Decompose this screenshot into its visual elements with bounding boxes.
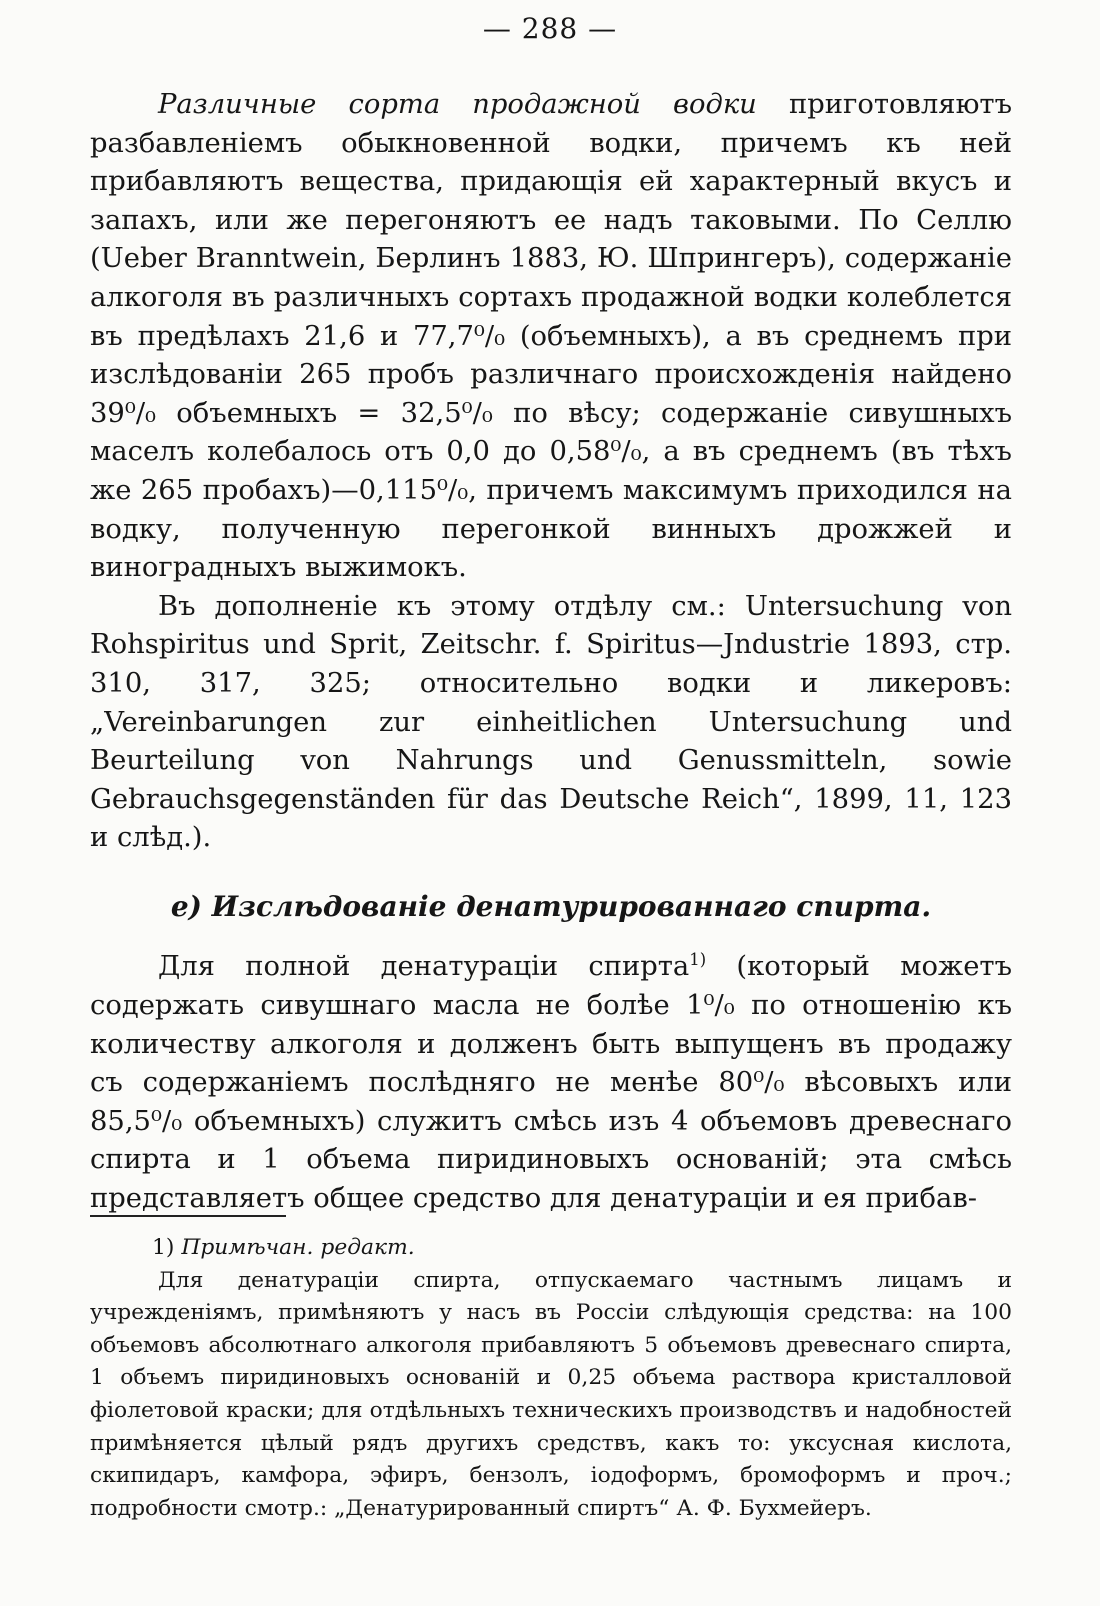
paragraph-text: приготовляютъ разбавленіемъ обыкновенной водки, причемъ къ ней прибавляютъ вещества, придающія ей характерный вкусъ и запахъ, или же перегоняютъ ее надъ таковыми. По Селлю (Ueber Branntwein, Берлинъ 1883, Ю. Шпрингеръ), содержаніе алкоголя въ различныхъ сортахъ продажной водки колеблется въ предѣлахъ 21,6 и 77,7⁰/₀ (объемныхъ), а въ среднемъ при изслѣдованіи 265 пробъ различнаго происхожденія найдено 39⁰/₀ объемныхъ = 32,5⁰/₀ по вѣсу; содержаніе сивушныхъ маселъ колебалось отъ 0,0 до 0,58⁰/₀, а въ среднемъ (въ тѣхъ же 265 пробахъ)—0,115⁰/₀, причемъ максимумъ приходился на водку, полученную перегонкой винныхъ дрожжей и виноградныхъ выжимокъ. xyxy=(90,89,1012,584)
section-heading: e) Изслѣдованіе денатурированнаго спирта. xyxy=(170,889,932,923)
page-number: — 288 — xyxy=(482,12,618,45)
paragraph-text-rest: (который можетъ содержать сивушнаго масла не болѣе 1⁰/₀ по отношенію къ количеству алкоголя и долженъ быть выпущенъ въ продажу съ содержаніемъ послѣдняго не менѣе 80⁰/₀ вѣсовыхъ или 85,5⁰/₀ объемныхъ) служитъ смѣсь изъ 4 объемовъ древеснаго спирта и 1 объема пиридиновыхъ основаній; эта смѣсь представляетъ общее средство для денатураціи и ея прибав- xyxy=(90,951,1013,1215)
footnote-mark: 1) xyxy=(152,1235,175,1260)
footnote-reference[interactable]: 1) xyxy=(689,950,707,970)
paragraph-denaturation xyxy=(90,948,1012,1218)
paragraph-references: Въ дополненіе къ этому отдѣлу см.: Untersuchung von Rohspiritus und Sprit, Zeitschr. f. Spiritus—Jndustrie 1893, стр. 310, 317, 325; относительно водки и ликеровъ: „Vereinbarungen zur einheitlichen Untersuchung und Beurteilung von Nahrungs und Genussmitteln, sowie Gebrauchsgegenständen für das Deutsche Reich“, 1899, 11, 123 и слѣд.). xyxy=(90,590,1012,854)
footnote-heading xyxy=(90,1232,1012,1265)
footnote-divider xyxy=(90,1215,286,1217)
paragraph-text-start: Для полной денатураціи спирта xyxy=(158,951,690,983)
paragraph-lead-italic: Различные сорта продажной водки xyxy=(158,89,757,120)
main-text xyxy=(90,86,1012,1219)
paragraph-vodka-sorts xyxy=(90,86,1012,588)
footnote-text: Для денатураціи спирта, отпускаемаго частнымъ лицамъ и учрежденіямъ, примѣняютъ у насъ въ Россіи слѣдующія средства: на 100 объемовъ абсолютнаго алкоголя прибавляютъ 5 объемовъ древеснаго спирта, 1 объемъ пиридиновыхъ основаній и 0,25 объема раствора кристалловой фіолетовой краски; для отдѣльныхъ техническихъ производствъ и надобностей примѣняется цѣлый рядъ другихъ средствъ, какъ то: уксусная кислота, скипидаръ, камфора, эфиръ, бензолъ, іодоформъ, бромоформъ и проч.; подробности смотр.: „Денатурированный спиртъ“ А. Ф. Бухмейеръ. xyxy=(90,1267,1012,1521)
footnote-section xyxy=(90,1232,1012,1525)
footnote-title: Примѣчан. редакт. xyxy=(181,1235,415,1260)
